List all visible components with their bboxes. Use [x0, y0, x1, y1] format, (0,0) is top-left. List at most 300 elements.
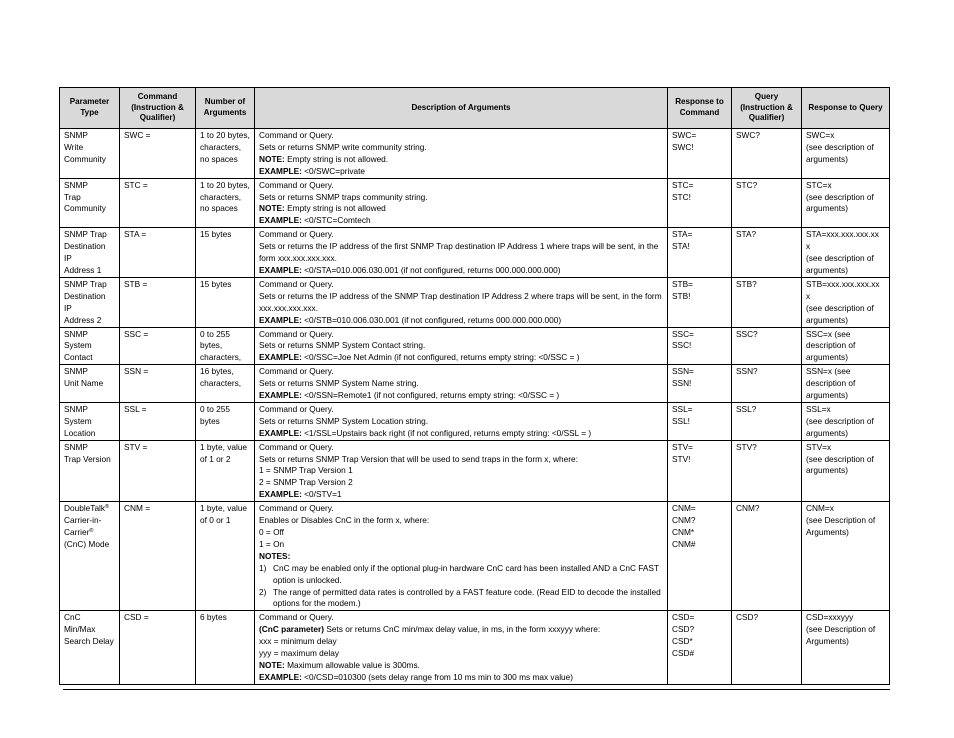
description-text: Command or Query. — [259, 179, 334, 190]
description-text: Command or Query. — [259, 229, 334, 240]
response-to-query-cell — [802, 228, 890, 278]
arguments-line: 1 byte, value — [200, 441, 248, 452]
parameter-type-line: Min/Max — [64, 624, 96, 635]
arguments-line: characters, — [200, 378, 242, 389]
response-to-query-cell — [802, 365, 890, 403]
parameter-type-cell — [60, 365, 120, 403]
arguments-cell — [196, 365, 255, 403]
response-cell — [668, 365, 732, 403]
arguments-line: 16 bytes, — [200, 366, 234, 377]
response-to-query-line: STA=xxx.xxx.xxx.xx — [806, 229, 879, 240]
description-cell — [255, 365, 668, 403]
description-text: <0/SSN=Remote1 (if not configured, returns empty string: <0/SSC = ) — [301, 390, 560, 401]
parameter-type-line: SNMP Trap — [64, 278, 107, 289]
parameter-type-cell — [60, 402, 120, 440]
response-to-query-line: arguments) — [806, 203, 848, 214]
description-label: EXAMPLE: — [259, 215, 302, 226]
response-to-query-line: description of — [806, 378, 856, 389]
description-line — [259, 527, 664, 539]
response-to-query-line: arguments) — [806, 352, 848, 363]
response-line: CNM# — [672, 538, 696, 549]
response-to-query-line: x — [806, 241, 811, 252]
description-text: Enables or Disables CnC in the form x, where: — [259, 515, 430, 526]
response-to-query-line: (see description of — [806, 141, 874, 152]
response-line: SSL! — [672, 415, 690, 426]
description-text: <0/CSD=010300 (sets delay range from 10 ms min to 300 ms max value) — [301, 671, 574, 682]
description-line — [259, 241, 664, 265]
command-cell — [120, 327, 196, 365]
query-text: STC? — [736, 179, 758, 190]
query-cell — [732, 611, 802, 684]
arguments-line: 0 to 255 — [200, 403, 230, 414]
query-text: CSD? — [736, 612, 759, 623]
parameter-type-line — [64, 539, 116, 551]
description-text: <0/STC=Comtech — [301, 215, 371, 226]
description-line — [259, 352, 664, 364]
arguments-line: characters, — [200, 191, 242, 202]
description-label: EXAMPLE: — [259, 165, 302, 176]
command-text: STA = — [124, 229, 147, 240]
response-line: SSN= — [672, 366, 694, 377]
description-label: EXAMPLE: — [259, 314, 302, 325]
description-line — [259, 203, 664, 215]
description-cell — [255, 228, 668, 278]
description-line — [259, 279, 664, 291]
description-text: Command or Query. — [259, 441, 334, 452]
table-body — [60, 129, 890, 685]
description-text: 1 = SNMP Trap Version 1 — [259, 465, 353, 476]
response-to-query-line: arguments) — [806, 264, 848, 275]
response-to-query-cell — [802, 402, 890, 440]
parameter-type-line: Address 2 — [64, 314, 102, 325]
description-text: Sets or returns SNMP System Location string. — [259, 415, 429, 426]
query-text: STV? — [736, 441, 757, 452]
parameter-type-line: Destination — [64, 290, 106, 301]
parameter-type-text: Carrier-in- — [64, 515, 102, 526]
response-to-query-line: (see description of — [806, 415, 874, 426]
response-to-query-line: SSN=x (see — [806, 366, 851, 377]
description-text: Sets or returns the IP address of the SNMP Trap destination IP Address 2 where traps will be sent, in the form xxx.xxx.xxx.xxx. — [259, 290, 662, 313]
note-text: CnC may be enabled only if the optional plug-in hardware CnC card has been installed AND a CnC FAST option is unlocked. — [273, 562, 659, 585]
description-text: Sets or returns SNMP traps community string. — [259, 191, 428, 202]
description-text: Sets or returns SNMP System Name string. — [259, 378, 419, 389]
command-text: SSN = — [124, 366, 149, 377]
footer-divider — [63, 689, 890, 690]
arguments-line: bytes — [200, 415, 220, 426]
response-to-query-line: arguments) — [806, 427, 848, 438]
parameter-type-line: System — [64, 415, 92, 426]
description-line — [259, 416, 664, 428]
parameter-type-cell — [60, 129, 120, 179]
response-to-query-line: SSL=x — [806, 403, 831, 414]
response-to-query-line: (see Description of — [806, 624, 876, 635]
description-line — [259, 660, 664, 672]
parameter-type-line: SNMP — [64, 130, 88, 140]
command-cell — [120, 365, 196, 403]
description-cell — [255, 611, 668, 684]
query-cell — [732, 502, 802, 611]
description-text: xxx = minimum delay — [259, 636, 337, 647]
query-cell — [732, 178, 802, 228]
command-table — [59, 87, 890, 685]
description-label: NOTE: — [259, 203, 285, 214]
description-line — [259, 404, 664, 416]
query-text: CNM? — [736, 503, 760, 514]
response-line: SSN! — [672, 378, 692, 389]
table-row — [60, 440, 890, 502]
note-number: 2) — [259, 586, 267, 597]
description-text: 0 = Off — [259, 527, 284, 537]
description-label: EXAMPLE: — [259, 427, 302, 438]
arguments-line: 0 to 255 — [200, 328, 230, 339]
response-to-query-line: arguments) — [806, 465, 848, 476]
description-text: Command or Query. — [259, 366, 334, 377]
arguments-line: 15 bytes — [200, 278, 232, 289]
description-line — [259, 624, 664, 636]
description-cell — [255, 327, 668, 365]
arguments-cell — [196, 611, 255, 684]
command-text: STC = — [124, 179, 148, 190]
arguments-cell — [196, 402, 255, 440]
description-text: Maximum allowable value is 300ms. — [284, 659, 420, 670]
query-cell — [732, 129, 802, 179]
table-row — [60, 365, 890, 403]
description-line — [259, 192, 664, 204]
arguments-line: 15 bytes — [200, 229, 232, 240]
parameter-type-line: Unit Name — [64, 378, 104, 389]
description-line — [259, 612, 664, 624]
response-line: SWC= — [672, 130, 697, 140]
response-to-query-line: (see description of — [806, 191, 874, 202]
parameter-type-line: Contact — [64, 352, 93, 363]
description-text: 2 = SNMP Trap Version 2 — [259, 477, 353, 488]
description-text: 1 = On — [259, 538, 285, 549]
command-cell — [120, 611, 196, 684]
description-label: EXAMPLE: — [259, 352, 302, 363]
description-line — [259, 215, 664, 227]
description-line — [259, 551, 664, 563]
command-cell — [120, 178, 196, 228]
parameter-type-line: Trap Version — [64, 453, 111, 464]
parameter-type-cell — [60, 277, 120, 327]
arguments-line: 6 bytes — [200, 612, 227, 623]
response-line: STB= — [672, 278, 693, 289]
response-to-query-cell — [802, 178, 890, 228]
response-line: CSD* — [672, 636, 693, 647]
arguments-line: of 1 or 2 — [200, 453, 231, 464]
parameter-type-line: IP — [64, 253, 72, 264]
response-line: CNM? — [672, 515, 696, 526]
parameter-type-line: IP — [64, 302, 72, 313]
arguments-cell — [196, 129, 255, 179]
response-line: SSC! — [672, 340, 692, 351]
query-text: SSN? — [736, 366, 758, 377]
response-to-query-line: arguments) — [806, 153, 848, 164]
description-line — [259, 366, 664, 378]
response-to-query-cell — [802, 502, 890, 611]
description-label: NOTES: — [259, 550, 291, 561]
description-label: EXAMPLE: — [259, 264, 302, 275]
command-text: CNM = — [124, 503, 151, 514]
description-line — [259, 265, 664, 277]
response-to-query-line: (see description of — [806, 453, 874, 464]
note-item — [259, 587, 664, 611]
response-line: STV! — [672, 453, 691, 464]
description-text: Empty string is not allowed. — [284, 153, 389, 164]
registered-mark: ® — [105, 504, 110, 511]
arguments-cell — [196, 178, 255, 228]
description-text: Sets or returns SNMP Trap Version that will be used to send traps in the form x, where: — [259, 453, 578, 464]
response-line: CSD= — [672, 612, 695, 623]
description-line — [259, 154, 664, 166]
response-cell — [668, 228, 732, 278]
response-to-query-line: CSD=xxxyyy — [806, 612, 854, 623]
command-cell — [120, 440, 196, 502]
response-to-query-line: description of — [806, 340, 856, 351]
parameter-type-text: Carrier — [64, 527, 90, 537]
response-to-query-cell — [802, 129, 890, 179]
description-line — [259, 340, 664, 352]
description-cell — [255, 440, 668, 502]
description-text: <0/SWC=private — [301, 165, 366, 176]
response-to-query-line: SSC=x (see — [806, 328, 851, 339]
description-text: Sets or returns SNMP write community string. — [259, 141, 427, 152]
command-cell — [120, 402, 196, 440]
parameter-type-line: Community — [64, 203, 106, 214]
parameter-type-line: Address 1 — [64, 264, 102, 275]
response-line: STA= — [672, 229, 693, 240]
parameter-type-line: Write — [64, 141, 84, 152]
command-text: SWC = — [124, 130, 151, 140]
note-text: The range of permitted data rates is controlled by a FAST feature code. (Read EID to decode the installed options for the modem.) — [273, 586, 661, 609]
header-number-of-arguments: Number of Arguments — [196, 88, 255, 129]
header-parameter-type: Parameter Type — [60, 88, 120, 129]
response-cell — [668, 440, 732, 502]
header-response-to-query: Response to Query — [802, 88, 890, 129]
description-label: NOTE: — [259, 153, 285, 164]
arguments-cell — [196, 440, 255, 502]
description-line — [259, 390, 664, 402]
description-line — [259, 489, 664, 501]
description-text: Command or Query. — [259, 130, 334, 140]
description-line — [259, 442, 664, 454]
arguments-line: 1 byte, value — [200, 503, 248, 514]
arguments-line: no spaces — [200, 203, 238, 214]
response-line: SSC= — [672, 328, 694, 339]
table-row — [60, 502, 890, 611]
query-cell — [732, 365, 802, 403]
parameter-type-cell — [60, 502, 120, 611]
table-row — [60, 277, 890, 327]
table-row — [60, 611, 890, 684]
response-to-query-line: (see description of — [806, 302, 874, 313]
description-text: <0/STA=010.006.030.001 (if not configured, returns 000.000.000.000) — [301, 264, 561, 275]
arguments-line: of 0 or 1 — [200, 515, 231, 526]
arguments-line: characters, — [200, 352, 242, 363]
query-cell — [732, 402, 802, 440]
description-text: Sets or returns CnC min/max delay value, in ms, in the form xxxyyy where: — [324, 624, 601, 635]
arguments-cell — [196, 228, 255, 278]
parameter-type-cell — [60, 611, 120, 684]
description-line — [259, 636, 664, 648]
description-cell — [255, 129, 668, 179]
description-line — [259, 428, 664, 440]
parameter-type-text: (CnC) Mode — [64, 538, 110, 549]
arguments-cell — [196, 277, 255, 327]
description-line — [259, 229, 664, 241]
description-text: Command or Query. — [259, 612, 334, 623]
query-cell — [732, 440, 802, 502]
description-label: EXAMPLE: — [259, 671, 302, 682]
response-to-query-line: Arguments) — [806, 527, 849, 537]
query-cell — [732, 228, 802, 278]
description-line — [259, 672, 664, 684]
command-text: SSL = — [124, 403, 147, 414]
description-text: <0/STB=010.006.030.001 (if not configured, returns 000.000.000.000) — [301, 314, 562, 325]
description-text: Command or Query. — [259, 403, 334, 414]
description-line — [259, 539, 664, 551]
header-command: Command (Instruction & Qualifier) — [120, 88, 196, 129]
response-to-query-cell — [802, 440, 890, 502]
response-to-query-cell — [802, 611, 890, 684]
arguments-line: 1 to 20 bytes, — [200, 130, 250, 140]
header-description: Description of Arguments — [255, 88, 668, 129]
query-text: STB? — [736, 278, 757, 289]
description-text: yyy = maximum delay — [259, 648, 339, 659]
description-line — [259, 465, 664, 477]
description-label: EXAMPLE: — [259, 489, 302, 500]
description-text: Command or Query. — [259, 278, 334, 289]
description-line — [259, 477, 664, 489]
parameter-type-line: SNMP — [64, 403, 88, 414]
description-line — [259, 291, 664, 315]
description-text: Command or Query. — [259, 503, 334, 514]
response-to-query-cell — [802, 277, 890, 327]
parameter-type-line — [64, 527, 116, 539]
header-query: Query (Instruction & Qualifier) — [732, 88, 802, 129]
response-cell — [668, 502, 732, 611]
response-to-query-line: (see Description of — [806, 515, 876, 526]
header-response-to-command: Response to Command — [668, 88, 732, 129]
parameter-type-line: Location — [64, 427, 96, 438]
response-cell — [668, 129, 732, 179]
response-cell — [668, 611, 732, 684]
parameter-type-line: Trap — [64, 191, 81, 202]
response-to-query-cell — [802, 327, 890, 365]
parameter-type-cell — [60, 228, 120, 278]
response-line: STC! — [672, 191, 691, 202]
description-label: EXAMPLE: — [259, 390, 302, 401]
parameter-type-cell — [60, 440, 120, 502]
parameter-type-line: Community — [64, 153, 106, 164]
table-row — [60, 327, 890, 365]
description-line — [259, 329, 664, 341]
response-to-query-line: STC=x — [806, 179, 832, 190]
response-to-query-line: STB=xxx.xxx.xxx.xx — [806, 278, 880, 289]
note-number: 1) — [259, 562, 267, 573]
description-text: Sets or returns the IP address of the first SNMP Trap destination IP Address 1 where traps will be sent, in the form xxx.xxx.xxx.xxx. — [259, 241, 659, 264]
response-to-query-line: (see description of — [806, 253, 874, 264]
table-row — [60, 178, 890, 228]
arguments-line: 1 to 20 bytes, — [200, 179, 250, 190]
response-line: STA! — [672, 241, 690, 252]
arguments-line: bytes, — [200, 340, 223, 351]
description-text: <0/STV=1 — [301, 489, 342, 500]
parameter-type-line — [64, 503, 116, 515]
description-line — [259, 378, 664, 390]
response-line: CNM* — [672, 527, 695, 537]
response-line: CSD# — [672, 648, 695, 659]
query-text: SWC? — [736, 130, 760, 140]
description-line — [259, 515, 664, 527]
response-line: STV= — [672, 441, 693, 452]
arguments-cell — [196, 502, 255, 611]
table-header-row — [60, 88, 890, 129]
response-line: STC= — [672, 179, 694, 190]
table-row — [60, 228, 890, 278]
parameter-type-line: SNMP — [64, 179, 88, 190]
arguments-cell — [196, 327, 255, 365]
description-line — [259, 166, 664, 178]
description-text: <1/SSL=Upstairs back right (if not configured, returns empty string: <0/SSL = ) — [301, 427, 592, 438]
response-cell — [668, 277, 732, 327]
response-to-query-line: SWC=x — [806, 130, 835, 140]
command-cell — [120, 228, 196, 278]
query-text: STA? — [736, 229, 757, 240]
command-text: CSD = — [124, 612, 149, 623]
description-cell — [255, 402, 668, 440]
parameter-type-line: SNMP — [64, 328, 88, 339]
response-line: CNM= — [672, 503, 696, 514]
registered-mark: ® — [89, 528, 94, 534]
command-cell — [120, 277, 196, 327]
response-line: SSL= — [672, 403, 693, 414]
response-to-query-line: arguments) — [806, 314, 848, 325]
description-cell — [255, 502, 668, 611]
parameter-type-line — [64, 515, 116, 527]
description-text: Command or Query. — [259, 328, 334, 339]
arguments-line: no spaces — [200, 153, 238, 164]
parameter-type-line: SNMP — [64, 441, 88, 452]
response-cell — [668, 402, 732, 440]
response-to-query-line: CNM=x — [806, 503, 834, 514]
response-to-query-line: arguments) — [806, 390, 848, 401]
parameter-type-cell — [60, 327, 120, 365]
description-text: Empty string is not allowed — [284, 203, 386, 214]
description-line — [259, 315, 664, 327]
description-line — [259, 648, 664, 660]
table-row — [60, 402, 890, 440]
note-item — [259, 563, 664, 587]
response-to-query-line: STV=x — [806, 441, 832, 452]
response-line: STB! — [672, 290, 691, 301]
response-to-query-line: x — [806, 290, 811, 301]
response-to-query-line: Arguments) — [806, 636, 849, 647]
table-row — [60, 129, 890, 179]
command-text: STV = — [124, 441, 148, 452]
description-line — [259, 180, 664, 192]
query-text: SSL? — [736, 403, 757, 414]
query-text: SSC? — [736, 328, 758, 339]
description-cell — [255, 277, 668, 327]
parameter-type-cell — [60, 178, 120, 228]
parameter-type-line: SNMP — [64, 366, 88, 377]
parameter-type-text: DoubleTalk — [64, 503, 106, 514]
description-line — [259, 503, 664, 515]
description-line — [259, 142, 664, 154]
parameter-type-line: CnC — [64, 612, 81, 623]
response-line: CSD? — [672, 624, 695, 635]
